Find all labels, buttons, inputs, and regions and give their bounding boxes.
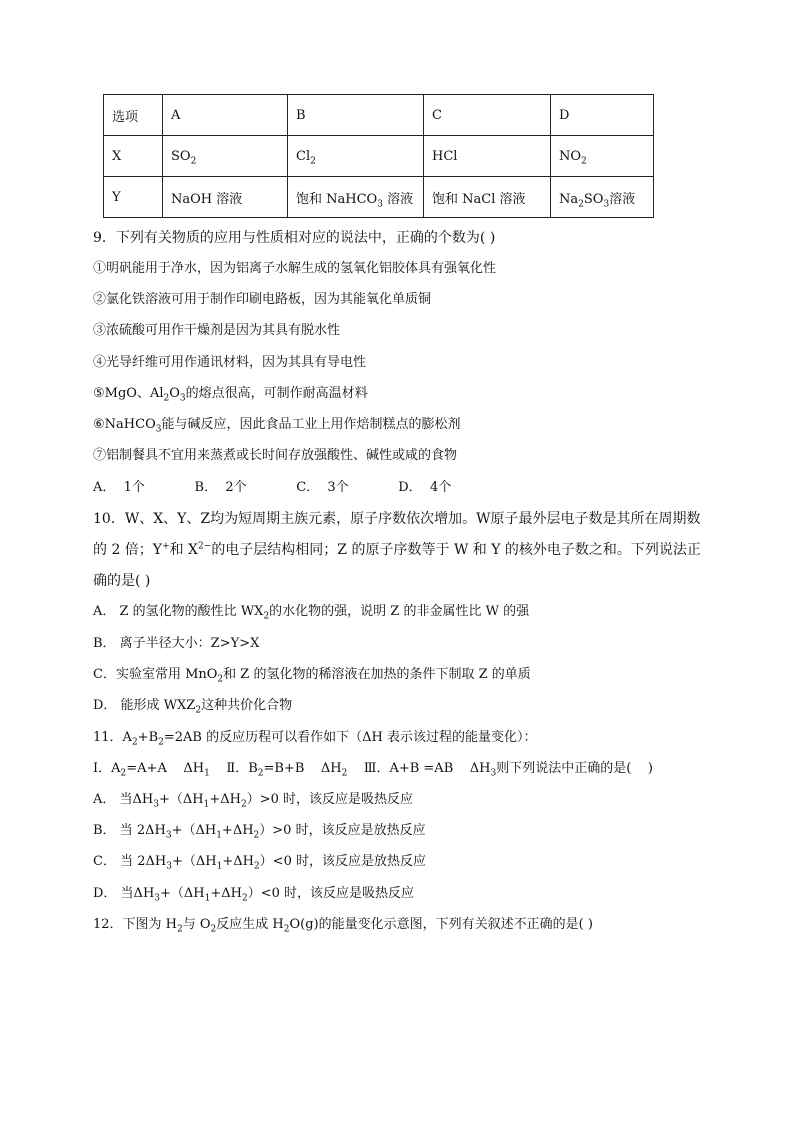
q10-option-a: A． Z 的氢化物的酸性比 $WX_2$的水化物的强，说明 Z 的非金属性比 W 的强	[93, 604, 530, 622]
q9-statement-5: ⑤MgO、$Al_2O_3$的熔点很高，可制作耐高温材料	[93, 386, 368, 404]
table-header-row	[104, 95, 654, 136]
q9-statement-2: ②氯化铁溶液可用于制作印刷电路板，因为其能氧化单质铜	[93, 292, 432, 307]
q11-steps: Ⅰ．$A_2=A+A$ $\Delta H_1$ Ⅱ．$B_2=B+B$ $\Delta H_2$ Ⅲ．A+B =AB $\Delta H_3$则下列说法中正确的是( )	[93, 761, 653, 779]
q9-statement-1: ①明矾能用于净水，因为铝离子水解生成的氢氧化铝胶体具有强氧化性	[93, 261, 497, 276]
q9-statement-4: ④光导纤维可用作通讯材料，因为其具有导电性	[93, 355, 367, 370]
q10-option-d: D． 能形成 $WXZ_2$这种共价化合物	[93, 698, 293, 716]
cell-x-b: $Cl_2$	[288, 136, 424, 177]
q11-option-d: D． 当$\Delta H_3+(\Delta H_1+\Delta H_2)<0$ 时，该反应是吸热反应	[93, 886, 415, 904]
q12-stem: 12．下图为 $H_2$与 $O_2$反应生成 $H_2O(g)$的能量变化示意图，下列有关叙述不正确的是( )	[93, 917, 593, 935]
table-row-y	[104, 177, 654, 218]
options-table	[103, 94, 654, 218]
q10-stem-line-3: 确的是( )	[93, 573, 151, 589]
header-cell: A	[163, 95, 288, 136]
row-label: X	[104, 136, 163, 177]
table-row-x	[104, 136, 654, 177]
cell-x-d: $NO_2$	[551, 136, 654, 177]
q10-stem-line-2: 的 2 倍；Y+和 $X^{2-}$的电子层结构相同；Z 的原子序数等于 W 和 Y 的核外电子数之和。下列说法正	[93, 541, 701, 558]
q11-stem: 11．$A_2+B_2=2AB$ 的反应历程可以看作如下（ΔH 表示该过程的能量变化）：	[93, 730, 537, 748]
q10-option-c: C．实验室常用 MnO$_2$和 Z 的氢化物的稀溶液在加热的条件下制取 Z 的单质	[93, 667, 531, 685]
cell-x-c: HCl	[424, 136, 551, 177]
cell-y-b: 饱和 NaHCO$_3$ 溶液	[288, 177, 424, 218]
q10-stem-line-1: 10．W、X、Y、Z均为短周期主族元素，原子序数依次增加。W原子最外层电子数是其所在周期数	[93, 511, 701, 527]
header-cell: B	[288, 95, 424, 136]
q10-option-b: B． 离子半径大小：Z>Y>X	[93, 636, 260, 651]
header-cell: C	[424, 95, 551, 136]
q11-option-b: B． 当 $2\Delta H_3+(\Delta H_1+\Delta H_2)>0$ 时，该反应是放热反应	[93, 823, 426, 841]
cell-x-a: $SO_2$	[163, 136, 288, 177]
q9-statement-3: ③浓硫酸可用作干燥剂是因为其具有脱水性	[93, 323, 341, 338]
cell-y-a: NaOH 溶液	[163, 177, 288, 218]
cell-y-c: 饱和 NaCl 溶液	[424, 177, 551, 218]
q11-option-a: A． 当$\Delta H_3+(\Delta H_1+\Delta H_2)>0$ 时，该反应是吸热反应	[93, 792, 413, 810]
row-label: Y	[104, 177, 163, 218]
header-cell: 选项	[104, 95, 163, 136]
q9-statement-6: ⑥NaHCO$_3$能与碱反应，因此食品工业上用作焙制糕点的膨松剂	[93, 417, 461, 435]
q9-statement-7: ⑦铝制餐具不宜用来蒸煮或长时间存放强酸性、碱性或咸的食物	[93, 448, 458, 463]
q11-option-c: C． 当 $2\Delta H_3+(\Delta H_1+\Delta H_2)<0$ 时，该反应是放热反应	[93, 854, 426, 872]
cell-y-d: $Na_2SO_3$溶液	[551, 177, 654, 218]
q9-stem: 9．下列有关物质的应用与性质相对应的说法中，正确的个数为( )	[93, 230, 496, 246]
q9-options: A． 1个 B． 2个 C． 3个 D． 4个	[93, 480, 452, 495]
header-cell: D	[551, 95, 654, 136]
